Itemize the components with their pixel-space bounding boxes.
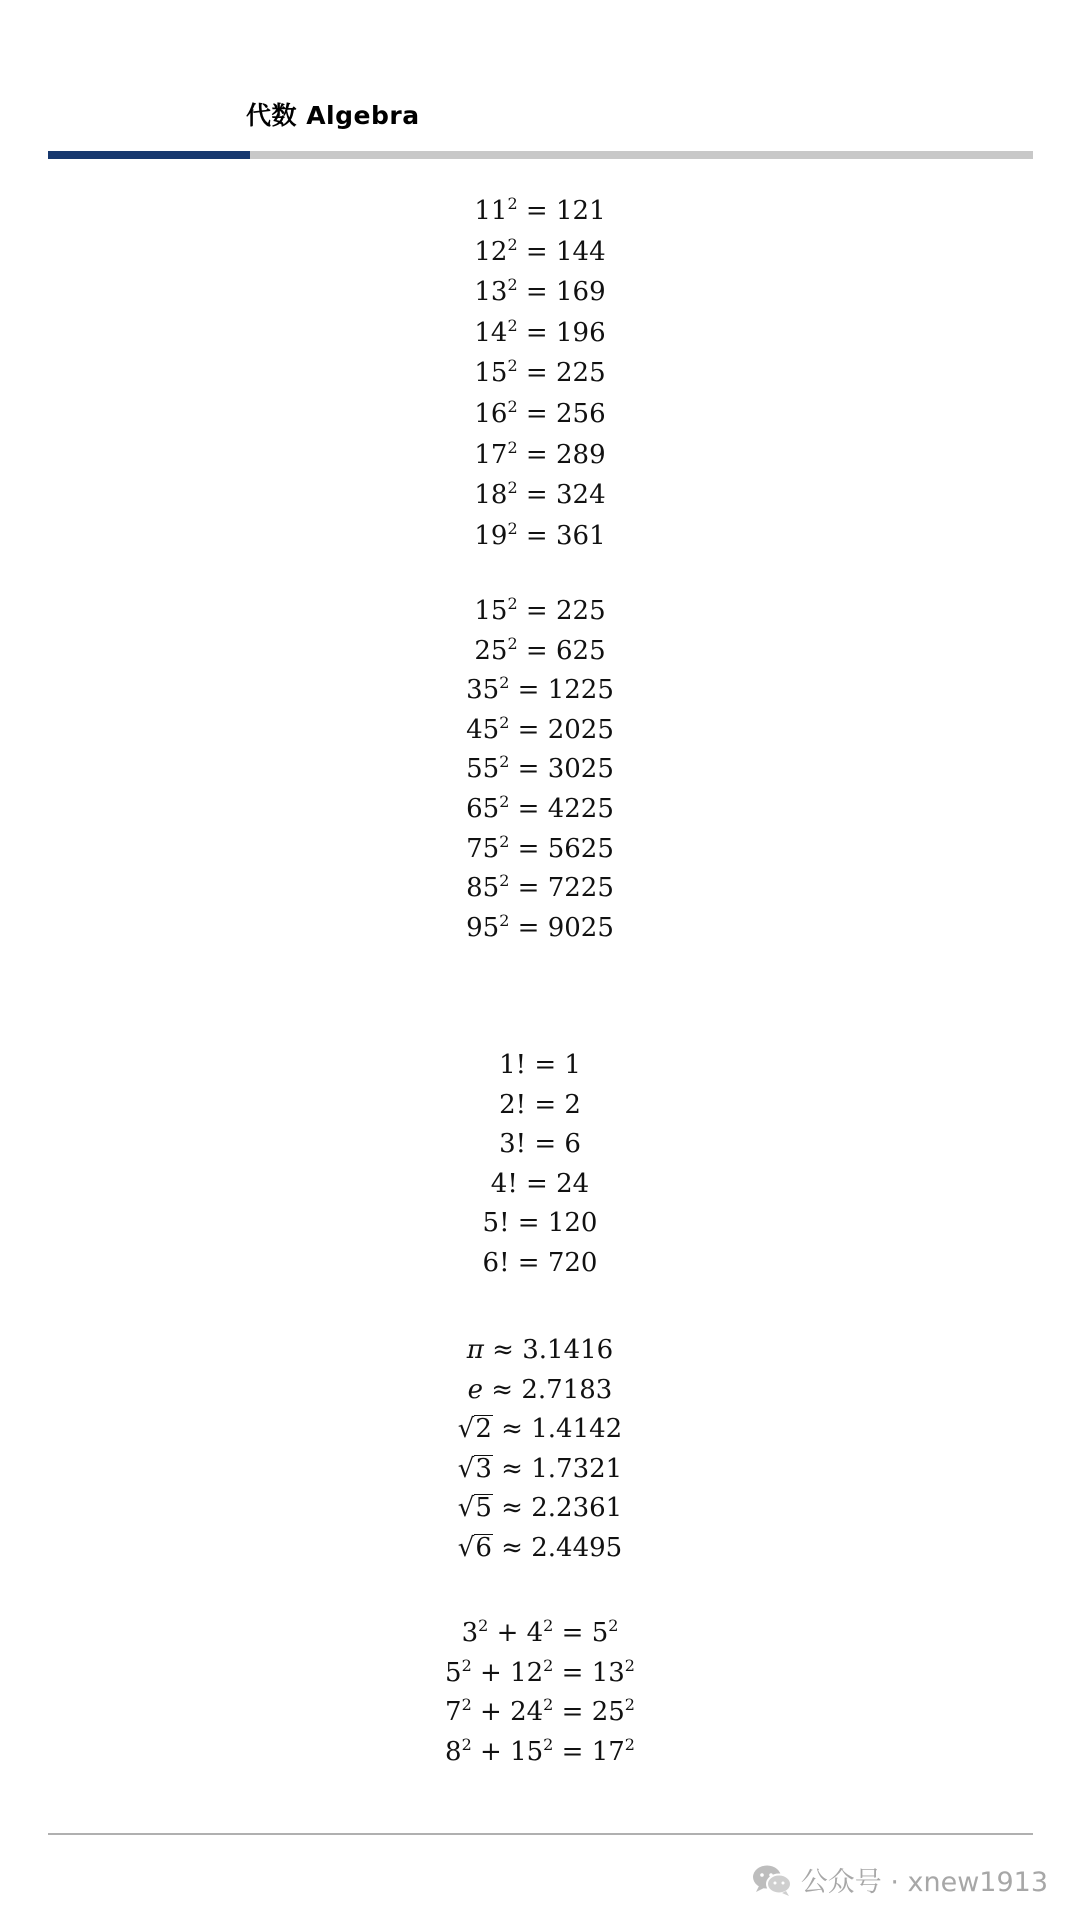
- constant-symbol: π: [466, 1335, 484, 1365]
- constant-value: 2.7183: [521, 1374, 613, 1405]
- factorial-n: 1: [499, 1050, 516, 1080]
- equals-sign: =: [525, 439, 548, 470]
- approx-sign: ≈: [491, 1374, 514, 1405]
- factorial-formula: [0, 1248, 1080, 1278]
- equals-sign: =: [525, 196, 548, 226]
- pythagorean-formula: [0, 1697, 1080, 1730]
- equals-sign: =: [517, 1248, 540, 1278]
- triple-a: 8: [445, 1736, 462, 1767]
- formula-base: 17: [474, 439, 508, 470]
- equals-sign: =: [517, 912, 540, 943]
- pythagorean-formula: [0, 1655, 1080, 1691]
- square-formula: [0, 754, 1080, 787]
- formula-result: 4225: [547, 794, 614, 824]
- factorial-n: 5: [482, 1208, 500, 1239]
- formula-result: 7225: [547, 873, 614, 904]
- formula-exponent: 2: [507, 518, 518, 538]
- constant-approximation: [0, 1533, 1080, 1563]
- equals-sign: =: [561, 1697, 584, 1728]
- formula-exponent: 2: [461, 1695, 472, 1715]
- formula-result: 196: [555, 317, 606, 348]
- factorial-n: 4: [490, 1168, 508, 1199]
- triple-a: 3: [461, 1618, 479, 1648]
- formula-result: 6: [564, 1129, 581, 1160]
- equals-sign: =: [526, 1168, 548, 1199]
- equals-sign: =: [525, 277, 548, 308]
- formula-exponent: 2: [507, 633, 518, 653]
- equals-sign: =: [534, 1089, 557, 1120]
- formula-base: 45: [466, 714, 500, 745]
- formula-exponent: 2: [507, 194, 518, 213]
- square-formula: [0, 315, 1080, 351]
- formula-result: 24: [556, 1168, 590, 1199]
- formula-result: 324: [555, 480, 606, 511]
- formula-exponent: 2: [507, 594, 518, 613]
- constant-approximation: [0, 1493, 1080, 1523]
- radicand: 5: [475, 1493, 492, 1524]
- triple-b: 12: [510, 1657, 544, 1688]
- formula-exponent: 2: [478, 1616, 489, 1635]
- formula-exponent: 2: [543, 1734, 554, 1754]
- square-formula: [0, 358, 1080, 391]
- approx-sign: ≈: [501, 1414, 523, 1445]
- formula-base: 12: [474, 236, 508, 267]
- triple-b: 24: [510, 1697, 544, 1728]
- equals-sign: =: [517, 1208, 540, 1239]
- formula-exponent: 2: [499, 792, 510, 811]
- approx-sign: ≈: [501, 1453, 523, 1484]
- formula-base: 13: [474, 277, 508, 308]
- square-formula: [0, 277, 1080, 310]
- constant-approximation: [0, 1454, 1080, 1484]
- watermark-text: 公众号 · xnew1913: [800, 1867, 1048, 1898]
- square-formula: [0, 873, 1080, 906]
- watermark: [751, 1860, 1048, 1899]
- equals-sign: =: [517, 754, 540, 785]
- triple-c: 25: [591, 1697, 625, 1728]
- equals-sign: =: [517, 714, 540, 745]
- constant-approximation: [0, 1414, 1080, 1444]
- formula-exponent: 2: [507, 478, 518, 498]
- constant-value: 2.4495: [531, 1533, 623, 1563]
- approx-sign: ≈: [501, 1493, 523, 1524]
- factorial-n: 2: [499, 1089, 516, 1120]
- formula-exponent: 2: [507, 234, 518, 254]
- square-formula: [0, 831, 1080, 867]
- equals-sign: =: [534, 1129, 557, 1160]
- equals-sign: =: [517, 833, 540, 864]
- factorial-sign: !: [515, 1050, 527, 1080]
- formula-exponent: 2: [461, 1734, 472, 1754]
- factorial-sign: !: [499, 1208, 510, 1239]
- square-formula: [0, 437, 1080, 473]
- square-formula: [0, 518, 1080, 554]
- formula-base: 19: [474, 520, 508, 551]
- constant-symbol: e: [467, 1374, 484, 1405]
- formula-base: 25: [474, 635, 508, 666]
- formula-result: 361: [555, 520, 606, 551]
- page-title: 代数 Algebra: [246, 101, 420, 130]
- pythagorean-formula: [0, 1734, 1080, 1770]
- formula-result: 225: [555, 596, 606, 626]
- formula-exponent: 2: [507, 315, 518, 335]
- factorial-n: 6: [482, 1248, 500, 1278]
- formula-result: 1: [564, 1050, 581, 1080]
- formula-exponent: 2: [543, 1655, 554, 1675]
- equals-sign: =: [525, 399, 548, 429]
- triple-b: 4: [526, 1618, 544, 1648]
- equals-sign: =: [525, 635, 548, 666]
- constant-value: 2.2361: [531, 1493, 623, 1524]
- radicand: 6: [475, 1533, 492, 1563]
- formula-exponent: 2: [543, 1695, 554, 1715]
- equals-sign: =: [517, 873, 540, 904]
- formula-result: 5625: [547, 833, 614, 864]
- constant-approximation: [0, 1375, 1080, 1405]
- equals-sign: =: [517, 794, 540, 824]
- equals-sign: =: [517, 675, 540, 706]
- formula-exponent: 2: [624, 1695, 635, 1715]
- formula-base: 85: [466, 873, 500, 904]
- formula-base: 18: [474, 480, 508, 511]
- factorial-formula: [0, 1050, 1080, 1080]
- factorial-formula: [0, 1208, 1080, 1238]
- formula-result: 2: [564, 1089, 581, 1120]
- plus-sign: +: [480, 1657, 502, 1688]
- factorial-formula: [0, 1090, 1080, 1120]
- sqrt-sign: √: [457, 1453, 475, 1484]
- formula-result: 225: [555, 358, 606, 389]
- factorial-sign: !: [499, 1248, 510, 1278]
- square-formula: [0, 794, 1080, 827]
- equals-sign: =: [525, 358, 548, 389]
- triple-c: 17: [591, 1736, 625, 1767]
- formula-base: 95: [466, 912, 500, 943]
- radicand: 3: [475, 1453, 492, 1484]
- triple-a: 5: [445, 1657, 462, 1688]
- equals-sign: =: [534, 1050, 557, 1080]
- formula-base: 35: [466, 675, 500, 706]
- pythagorean-formula: [0, 1618, 1080, 1651]
- footer-divider: [48, 1833, 1033, 1835]
- equals-sign: =: [525, 480, 548, 511]
- approx-sign: ≈: [501, 1533, 523, 1563]
- formula-base: 65: [466, 794, 500, 824]
- factorial-formula: [0, 1129, 1080, 1159]
- formula-exponent: 2: [507, 275, 518, 295]
- square-formula: [0, 399, 1080, 432]
- equals-sign: =: [525, 317, 548, 348]
- formula-exponent: 2: [624, 1734, 635, 1754]
- equals-sign: =: [525, 236, 548, 267]
- formula-result: 121: [555, 196, 606, 226]
- equals-sign: =: [561, 1618, 584, 1648]
- factorial-sign: !: [507, 1168, 518, 1199]
- square-formula: [0, 596, 1080, 629]
- factorial-sign: !: [515, 1089, 527, 1120]
- equals-sign: =: [525, 596, 548, 626]
- plus-sign: +: [480, 1736, 502, 1767]
- formula-exponent: 2: [461, 1655, 472, 1675]
- formula-base: 15: [474, 596, 508, 626]
- formula-result: 1225: [547, 675, 614, 706]
- factorial-sign: !: [515, 1129, 527, 1160]
- formula-base: 11: [474, 196, 508, 226]
- approx-sign: ≈: [492, 1335, 514, 1365]
- formula-exponent: 2: [499, 752, 510, 772]
- header-divider: [48, 151, 1033, 159]
- square-formula: [0, 712, 1080, 748]
- formula-result: 720: [547, 1248, 598, 1278]
- plus-sign: +: [496, 1618, 519, 1648]
- formula-base: 16: [474, 399, 508, 429]
- square-formula: [0, 675, 1080, 708]
- formula-result: 625: [555, 635, 606, 666]
- formula-result: 9025: [547, 912, 614, 943]
- formula-exponent: 2: [499, 712, 510, 732]
- square-formula: [0, 633, 1080, 669]
- equals-sign: =: [525, 520, 548, 551]
- triple-c: 13: [591, 1657, 625, 1688]
- formula-result: 144: [555, 236, 606, 267]
- formula-exponent: 2: [499, 871, 510, 891]
- sqrt-sign: √: [457, 1493, 475, 1524]
- formula-exponent: 2: [499, 831, 510, 851]
- constant-approximation: [0, 1335, 1080, 1365]
- formula-result: 169: [555, 277, 606, 308]
- square-formula: [0, 910, 1080, 946]
- formula-exponent: 2: [543, 1616, 554, 1635]
- formula-result: 289: [555, 439, 606, 470]
- header-divider-accent: [48, 151, 250, 159]
- triple-b: 15: [510, 1736, 544, 1767]
- wechat-icon: [751, 1863, 793, 1897]
- formula-base: 55: [466, 754, 500, 785]
- square-formula: [0, 480, 1080, 513]
- formula-base: 15: [474, 358, 508, 389]
- formula-result: 120: [547, 1208, 598, 1239]
- triple-c: 5: [591, 1618, 609, 1648]
- formula-base: 75: [466, 833, 500, 864]
- formula-exponent: 2: [507, 356, 518, 376]
- formula-exponent: 2: [499, 910, 510, 930]
- square-formula: [0, 196, 1080, 229]
- formula-exponent: 2: [507, 397, 518, 416]
- formula-result: 3025: [547, 754, 614, 785]
- formula-result: 2025: [547, 714, 614, 745]
- equals-sign: =: [561, 1657, 584, 1688]
- square-formula: [0, 234, 1080, 270]
- formula-exponent: 2: [608, 1616, 619, 1635]
- plus-sign: +: [480, 1697, 502, 1728]
- constant-value: 3.1416: [522, 1335, 614, 1365]
- formula-result: 256: [555, 399, 606, 429]
- radicand: 2: [475, 1414, 492, 1445]
- constant-value: 1.4142: [531, 1414, 623, 1445]
- factorial-formula: [0, 1169, 1080, 1199]
- constant-value: 1.7321: [531, 1453, 623, 1484]
- factorial-n: 3: [499, 1129, 516, 1160]
- sqrt-sign: √: [457, 1533, 475, 1563]
- triple-a: 7: [445, 1697, 462, 1728]
- formula-exponent: 2: [507, 437, 518, 457]
- formula-base: 14: [474, 317, 508, 348]
- equals-sign: =: [561, 1736, 584, 1767]
- formula-exponent: 2: [624, 1655, 635, 1675]
- formula-exponent: 2: [499, 673, 510, 693]
- sqrt-sign: √: [457, 1414, 475, 1445]
